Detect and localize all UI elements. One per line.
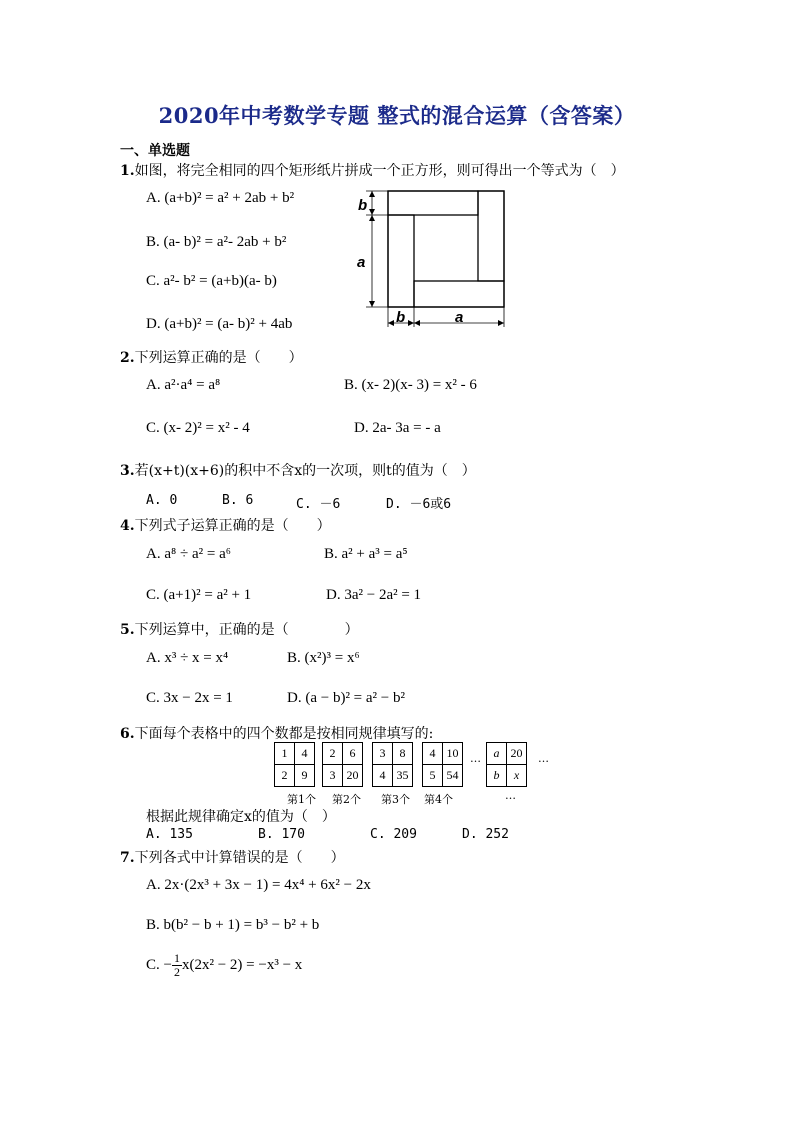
- table-cell: 3: [323, 765, 343, 787]
- table-cell: 2: [275, 765, 295, 787]
- table-cell: 4: [373, 765, 393, 787]
- table-label-4: 第4个: [424, 793, 453, 806]
- question-number: 6.: [120, 726, 135, 742]
- q6-option-c: C. 209: [370, 827, 417, 842]
- question-stem: 如图，将完全相同的四个矩形纸片拼成一个正方形，则可得出一个等式为（ ）: [134, 163, 625, 179]
- q5-option-b: B. (x²)³ = x⁶: [287, 650, 360, 666]
- fig-label-a-side: a: [357, 254, 366, 271]
- question-number: 3.: [120, 463, 135, 479]
- q4-option-a: A. a⁸ ÷ a² = a⁶: [146, 546, 231, 562]
- q5-option-d: D. (a − b)² = a² − b²: [287, 690, 406, 706]
- option-c-prefix: C. −: [146, 956, 172, 973]
- question-stem: 下列式子运算正确的是（ ）: [134, 518, 331, 534]
- q4-option-c: C. (a+1)² = a² + 1: [146, 587, 252, 603]
- table-cell: 2: [323, 743, 343, 765]
- table-label-1: 第1个: [287, 793, 316, 806]
- number-table-3: [372, 742, 413, 787]
- q6-option-d: D. 252: [462, 827, 509, 842]
- question-number: 7.: [120, 850, 135, 866]
- table-label-ellipsis: …: [505, 789, 516, 802]
- fig-label-b-bottom: b: [396, 309, 406, 326]
- q3-option-c: C. －6: [296, 497, 341, 512]
- number-table-1: [274, 742, 315, 787]
- question-stem: 下列运算中，正确的是（ ）: [134, 622, 359, 638]
- number-table-2: [322, 742, 363, 787]
- table-cell: 20: [343, 765, 363, 787]
- question-stem: 若(x+t)(x+6)的积中不含x的一次项，则t的值为（ ）: [134, 463, 476, 479]
- q2-option-b: B. (x- 2)(x- 3) = x² - 6: [344, 377, 477, 393]
- q2-option-d: D. 2a- 3a = - a: [354, 420, 441, 436]
- table-ellipsis-end: …: [538, 752, 549, 765]
- number-table-5: [486, 742, 527, 787]
- q1-option-a: A. (a+b)² = a² + 2ab + b²: [146, 190, 295, 206]
- fraction-one-half: $\frac{1}{2}$: [173, 951, 180, 979]
- q1-option-b: B. (a- b)² = a²- 2ab + b²: [146, 234, 287, 250]
- table-cell: 35: [393, 765, 413, 787]
- question-7: [120, 847, 345, 867]
- q5-option-c: C. 3x − 2x = 1: [146, 690, 233, 706]
- fig-label-b-side: b: [358, 197, 368, 214]
- question-number: 5.: [120, 622, 135, 638]
- question-number: 4.: [120, 518, 135, 534]
- q6-option-b: B. 170: [258, 827, 305, 842]
- q5-option-a: A. x³ ÷ x = x⁴: [146, 650, 229, 666]
- table-label-2: 第2个: [332, 793, 361, 806]
- square-figure: [352, 185, 512, 330]
- table-cell: 20: [507, 743, 527, 765]
- page-title: 2020年中考数学专题 整式的混合运算（含答案）: [158, 103, 636, 128]
- table-ellipsis: …: [470, 752, 481, 765]
- q3-option-d: D. －6或6: [386, 497, 452, 512]
- table-cell: 4: [295, 743, 315, 765]
- question-stem: 下列运算正确的是（ ）: [134, 350, 303, 366]
- q2-option-a: A. a²·a⁴ = a⁸: [146, 377, 221, 393]
- question-stem: 下面每个表格中的四个数都是按相同规律填写的:: [134, 726, 434, 742]
- fig-label-a-bottom: a: [455, 309, 464, 326]
- table-cell: 8: [393, 743, 413, 765]
- question-6: [120, 723, 433, 743]
- q7-option-b: B. b(b² − b + 1) = b³ − b² + b: [146, 917, 320, 933]
- table-cell: 3: [373, 743, 393, 765]
- question-stem: 下列各式中计算错误的是（ ）: [134, 850, 345, 866]
- question-2: [120, 347, 303, 367]
- q4-option-d: D. 3a² − 2a² = 1: [326, 587, 422, 603]
- q4-option-b: B. a² + a³ = a⁵: [324, 546, 408, 562]
- q7-option-a: A. 2x·(2x³ + 3x − 1) = 4x⁴ + 6x² − 2x: [146, 877, 371, 893]
- table-cell: 6: [343, 743, 363, 765]
- table-cell: 5: [423, 765, 443, 787]
- q6-option-a: A. 135: [146, 827, 193, 842]
- q3-option-b: B. 6: [222, 493, 254, 508]
- table-cell: 4: [423, 743, 443, 765]
- table-cell: b: [487, 765, 507, 787]
- table-cell: 9: [295, 765, 315, 787]
- question-number: 1.: [120, 163, 135, 179]
- option-c-rest: x(2x² − 2) = −x³ − x: [181, 956, 303, 973]
- question-5: [120, 619, 359, 639]
- table-label-3: 第3个: [381, 793, 410, 806]
- section-heading: 一、单选题: [120, 143, 190, 159]
- q3-option-a: A. 0: [146, 493, 178, 508]
- question-1: [120, 160, 625, 180]
- table-cell: x: [507, 765, 527, 787]
- question-3: [120, 460, 476, 480]
- table-cell: 1: [275, 743, 295, 765]
- q2-option-c: C. (x- 2)² = x² - 4: [146, 420, 250, 436]
- question-4: [120, 515, 331, 535]
- q1-option-c: C. a²- b² = (a+b)(a- b): [146, 273, 277, 289]
- q1-option-d: D. (a+b)² = (a- b)² + 4ab: [146, 316, 293, 332]
- q6-substem: 根据此规律确定x的值为（ ）: [146, 809, 336, 825]
- table-cell: a: [487, 743, 507, 765]
- number-table-4: [422, 742, 463, 787]
- table-cell: 54: [443, 765, 463, 787]
- question-number: 2.: [120, 350, 135, 366]
- table-cell: 10: [443, 743, 463, 765]
- q7-option-c: [146, 952, 302, 979]
